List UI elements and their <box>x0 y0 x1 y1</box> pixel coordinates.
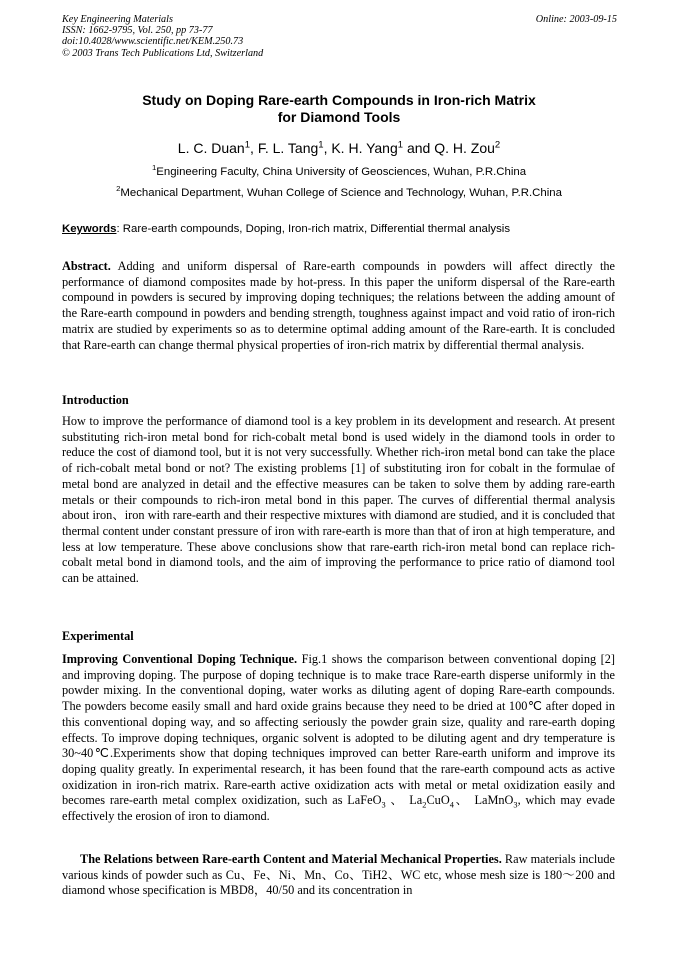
paper-title <box>62 92 616 125</box>
paragraph-tail: , which may evade effectively the erosion of iron to diamond. <box>62 793 615 824</box>
formula-la2cuo4: $La_2CuO_4$ <box>409 793 454 810</box>
abstract-paragraph <box>62 259 615 353</box>
affiliation-1 <box>62 165 616 179</box>
author-affil-mark: 1 <box>397 139 404 151</box>
abstract-label: Abstract. <box>62 259 111 273</box>
paragraph-text: Raw materials include various kinds of powder such as Cu、Fe、Ni、Mn、Co、TiH2、WC etc, whose mesh size is 180～200 and diamond whose specification is MBD8，40/50 and its concentration in <box>62 852 615 898</box>
experimental-paragraph-1: Improving Conventional Doping Technique. Fig.1 shows the comparison between conventional doping [2] and improving doping. The purpose of doping technique is to make trace Rare-earth disperse uniformly in the powder mixing. In the conventional doping, water works as diluting agent of doping Rare-earth compounds. The powders become easily small and hard oxide grains because they need to be dried at 100℃ after doped in this conventional doping way, and so affecting seriously the powder grain size, quality and rare-earth doping effects. To improve doping techniques, organic solvent is adopted to be diluting agent and dry temperature is 30~40℃.Experiments show that doping techniques improved can better Rare-earth uniform and improve its doping quality greatly. In experimental research, it has been found that the rare-earth compound acts as active oxidization in iron-rich matrix. Rare-earth active oxidization acts with metal or metal oxidization easily and becomes rare-earth metal complex oxidization, such as LaFeO$_3$ 、 $La_2CuO_4$、 LaMnO$_3$, which may evade effectively the erosion of iron to diamond. <box>62 652 616 824</box>
author-name: Q. H. Zou <box>434 140 495 156</box>
experimental-paragraph-2 <box>62 852 615 899</box>
online-date: Online: 2003-09-15 <box>535 14 617 25</box>
author-list <box>62 140 616 157</box>
author-affil-mark: 1 <box>318 139 324 151</box>
doi-line: doi:10.4028/www.scientific.net/KEM.250.73 <box>62 36 244 48</box>
keywords-label: Keywords <box>62 223 117 235</box>
affiliation-mark: 2 <box>116 184 121 194</box>
author-affil-mark: 2 <box>494 139 501 151</box>
subsection-label-relations: The Relations between Rare-earth Content and Material Mechanical Properties. <box>80 852 502 866</box>
author-separator: , <box>323 140 332 156</box>
copyright-line: © 2003 Trans Tech Publications Ltd, Switzerland <box>62 47 264 59</box>
section-heading-introduction: Introduction <box>62 393 129 407</box>
affiliation-text: Mechanical Department, Wuhan College of Science and Technology, Wuhan, P.R.China <box>120 187 562 199</box>
section-heading-experimental: Experimental <box>62 629 134 643</box>
keywords-text: : Rare-earth compounds, Doping, Iron-rich matrix, Differential thermal analysis <box>116 223 511 235</box>
affiliation-2 <box>62 186 616 200</box>
author-separator: and <box>403 140 435 156</box>
journal-header <box>62 14 617 59</box>
formula-lamno3: LaMnO$_3$ <box>474 793 518 810</box>
title-line-2: for Diamond Tools <box>277 108 401 125</box>
paragraph-text: Fig.1 shows the comparison between conventional doping [2] and improving doping. The purpose of doping technique is to make trace Rare-earth disperse uniformly in the powder mixing. In the conventional doping, water works as diluting agent of doping Rare-earth compounds. The powders become easily small and hard oxide grains because they need to be dried at 100℃ after doped in this conventional doping way, and so affecting seriously the powder grain size, quality and rare-earth doping effects. To improve doping techniques, organic solvent is adopted to be diluting agent and dry temperature is 30~40℃.Experiments show that doping techniques improved can better Rare-earth uniform and improve its doping quality greatly. In experimental research, it has been found that the rare-earth compound acts as active oxidization in iron-rich matrix. Rare-earth active oxidization acts with metal or metal oxidization easily and becomes rare-earth metal complex oxidization, such as <box>62 652 616 808</box>
subsection-label-doping: Improving Conventional Doping Technique. <box>62 652 298 666</box>
author-name: F. L. Tang <box>257 140 319 156</box>
issn-line: ISSN: 1662-9795, Vol. 250, pp 73-77 <box>62 25 213 37</box>
title-line-1: Study on Doping Rare-earth Compounds in Iron-rich Matrix <box>142 92 536 108</box>
keywords-line <box>62 222 616 236</box>
author-affil-mark: 1 <box>244 139 251 151</box>
author-name: L. C. Duan <box>177 140 245 156</box>
affiliation-mark: 1 <box>151 163 157 173</box>
author-name: K. H. Yang <box>331 140 398 156</box>
journal-name: Key Engineering Materials <box>62 14 173 25</box>
abstract-text: Adding and uniform dispersal of Rare-earth compounds in powders will affect directly the performance of diamond composites made by hot-press. In this paper the uniform dispersal of the Rare-earth compound in powders is secured by improving doping techniques; the relations between the adding amount of the Rare-earth compound in powders and bending strength, toughness against impact and void ratio of iron-rich matrix are studied by experiments so as to determine optimal adding amount of the Rare-earth. It is concluded that Rare-earth can change thermal physical properties of iron-rich matrix by differential thermal analysis. <box>62 259 615 352</box>
affiliation-text: Engineering Faculty, China University of Geosciences, Wuhan, P.R.China <box>156 166 527 178</box>
formula-lafeo3: LaFeO$_3$ <box>347 793 386 810</box>
introduction-paragraph: How to improve the performance of diamond tool is a key problem in its development and research. At present substituting rich-iron metal bond for rich-cobalt metal bond is used widely in the diamond tools in order to reduce the cost of diamond tool, but it is not very successfully. Whether rich-iron metal bond can take the place of rich-cobalt metal bond or not? The existing problems [1] of substituting iron for cobalt in the formulae of metal bond are analyzed in detail and the effective measures can be taken to solve them by adding rare-earth metals or their compounds to rich-iron metal bond in this paper. The curves of differential thermal analysis about iron、iron with rare-earth and their respective mixtures with diamond are studied, and it is concluded that thermal content under constant pressure of iron with rare-earth is more than that of iron at high temperature, and less at low temperature. These above conclusions show that rare-earth rich-iron metal bond can replace rich-cobalt metal bond in diamond tools, and the aim of improving the performance to price ratio of diamond tool can be attained. <box>62 414 615 586</box>
author-separator: , <box>250 140 258 156</box>
